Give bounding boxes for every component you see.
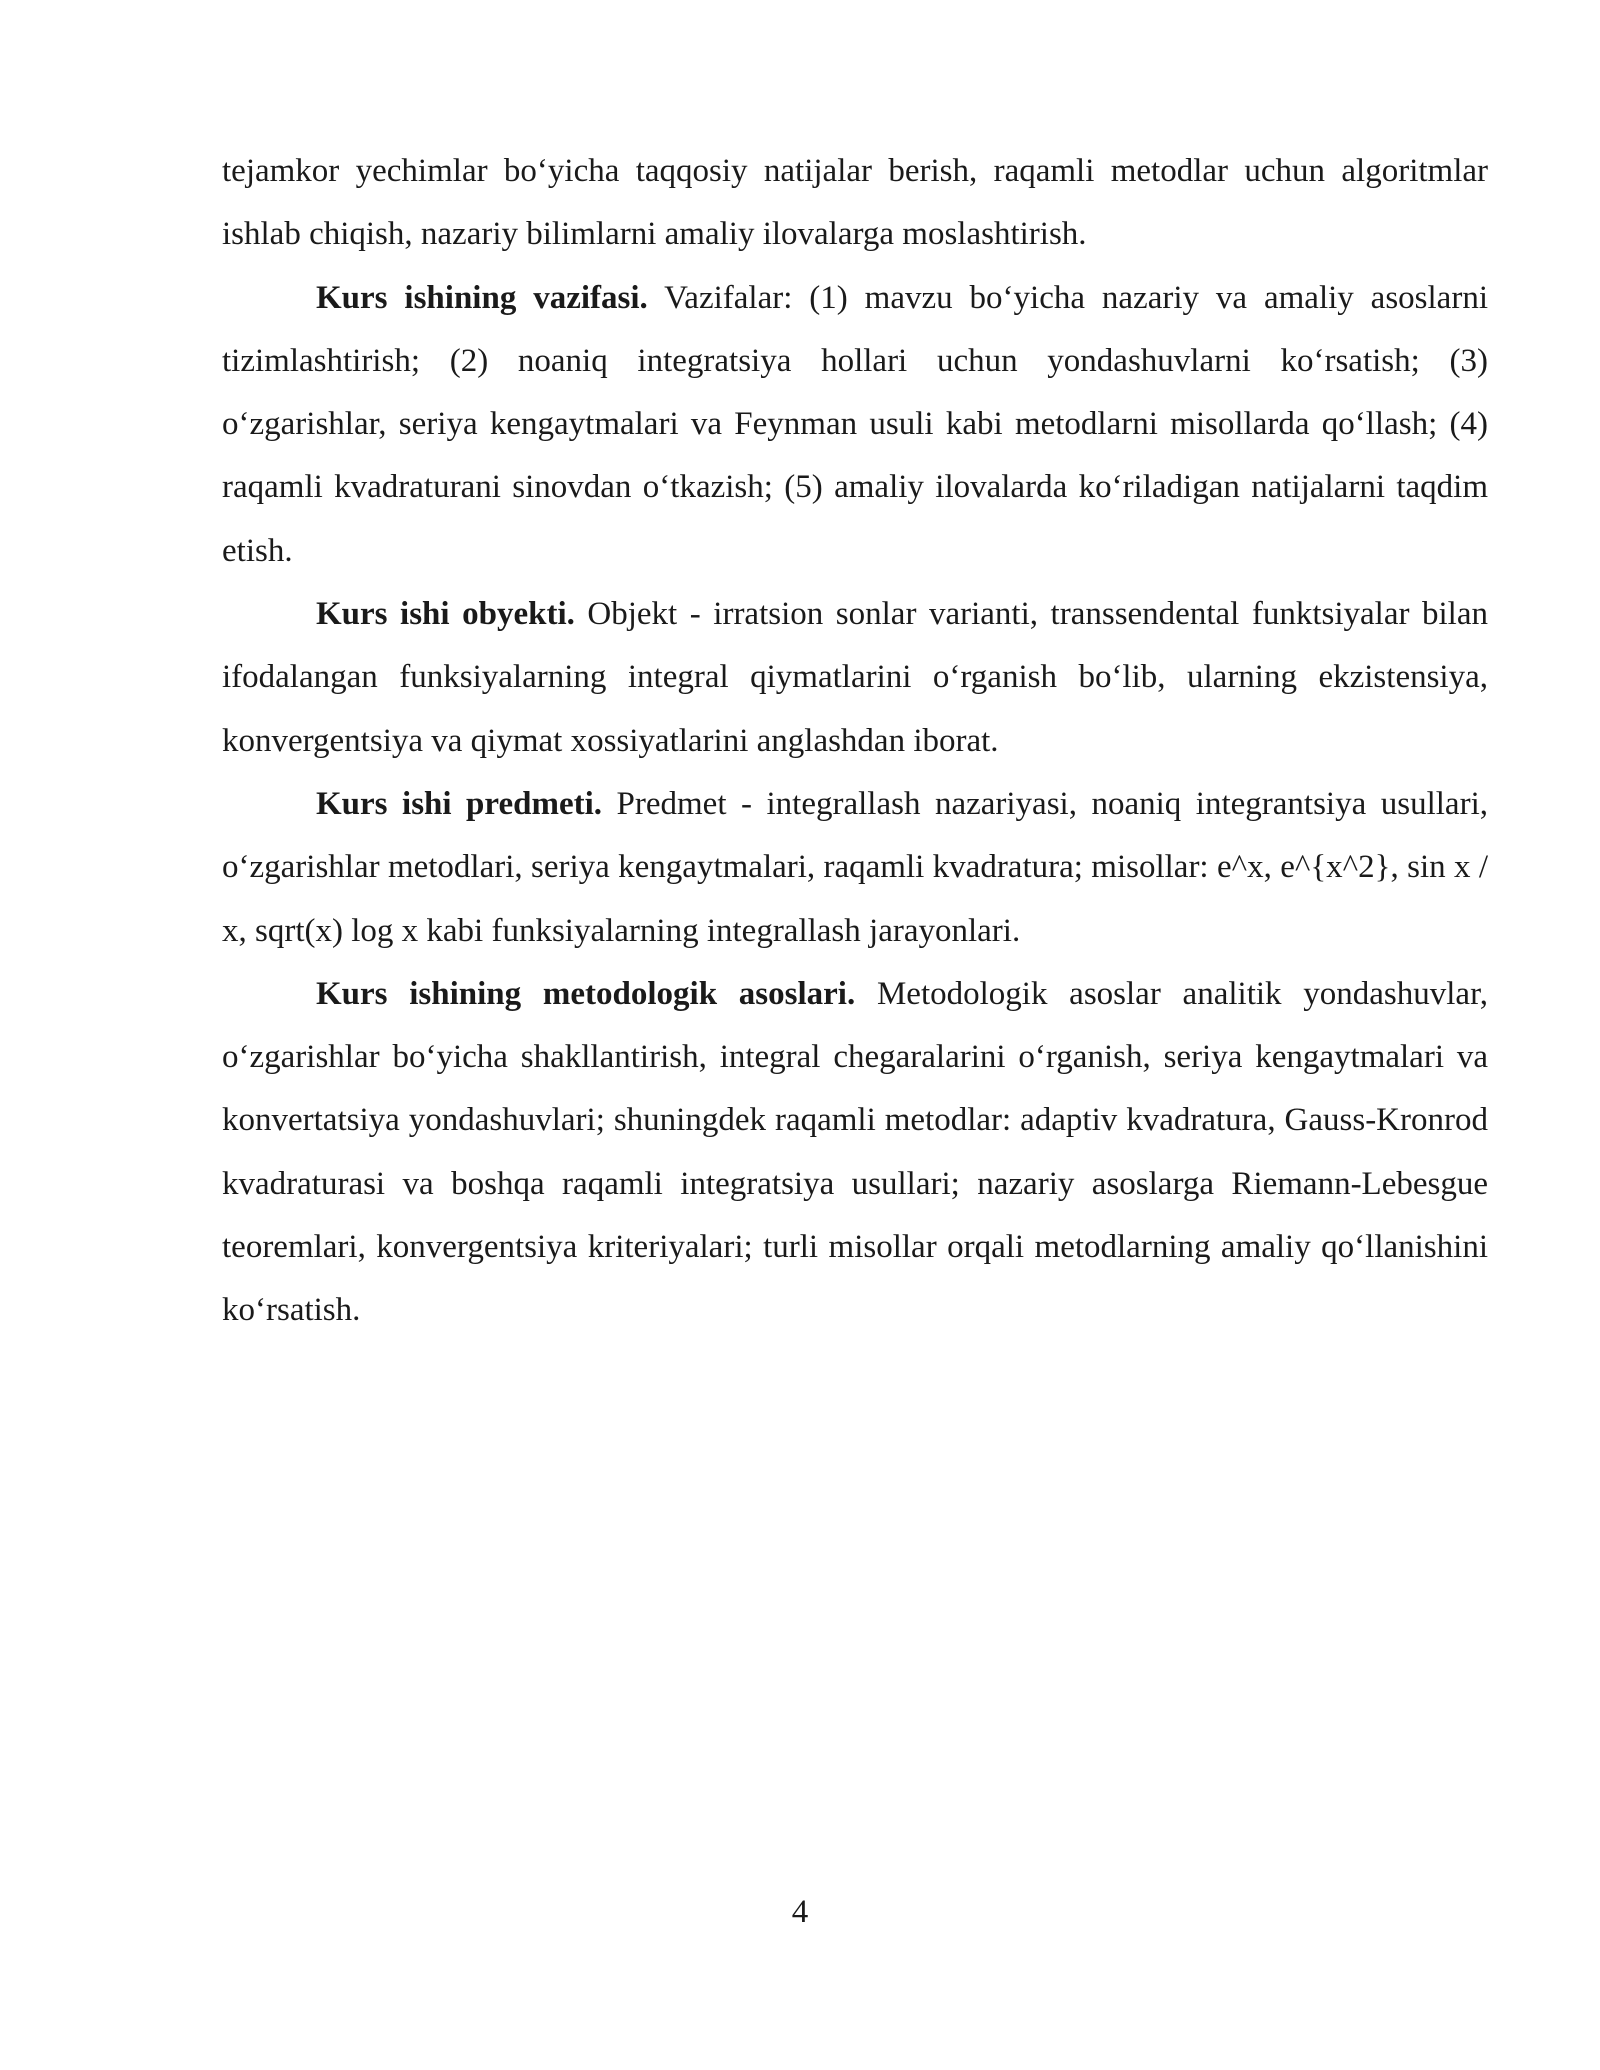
page-number: 4 <box>791 1894 809 1930</box>
paragraph-heading: Kurs ishi obyekti. <box>316 596 575 633</box>
paragraph-subject <box>222 773 1488 963</box>
paragraph-heading: Kurs ishi predmeti. <box>316 785 603 822</box>
paragraph-heading: Kurs ishining metodologik asoslari. <box>316 975 856 1012</box>
paragraph-object <box>222 583 1488 773</box>
paragraph-task <box>222 267 1488 583</box>
paragraph-text: Predmet - integrallash nazariyasi, noaniq integrantsiya usullari, o‘zgarishlar metodlari, seriya kengaytmalari, raqamli kvadratura; misollar: e^x, e^{x^2}, sin x / x, sqrt(x) log x kabi funksiyalarning integrallash jarayonlari. <box>222 785 1488 949</box>
paragraph-heading: Kurs ishining vazifasi. <box>316 279 648 316</box>
paragraph-continuation <box>222 140 1488 267</box>
paragraph-methodology <box>222 963 1488 1343</box>
paragraph-text: Objekt - irratsion sonlar varianti, transsendental funktsiyalar bilan ifodalangan funksiyalarning integral qiymatlarini o‘rganish bo‘lib, ularning ekzistensiya, konvergentsiya va qiymat xossiyatlarini anglashdan iborat. <box>222 596 1488 759</box>
paragraph-text: Metodologik asoslar analitik yondashuvlar, o‘zgarishlar bo‘yicha shakllantirish, integral chegaralarini o‘rganish, seriya kengaytmalari va konvertatsiya yondashuvlari; shuningdek raqamli metodlar: adaptiv kvadratura, Gauss-Kronrod kvadraturasi va boshqa raqamli integratsiya usullari; nazariy asoslarga Riemann-Lebesgue teoremlari, konvergentsiya kriteriyalari; turli misollar orqali metodlarning amaliy qo‘llanishini ko‘rsatish. <box>222 975 1488 1329</box>
paragraph-text: tejamkor yechimlar bo‘yicha taqqosiy natijalar berish, raqamli metodlar uchun algoritmlar ishlab chiqish, nazariy bilimlarni amaliy ilovalarga moslashtirish. <box>222 153 1488 253</box>
paragraph-text: Vazifalar: (1) mavzu bo‘yicha nazariy va amaliy asoslarni tizimlashtirish; (2) noaniq integratsiya hollari uchun yondashuvlarni ko‘rsatish; (3) o‘zgarishlar, seriya kengaytmalari va Feynman usuli kabi metodlarni misollarda qo‘llash; (4) raqamli kvadraturani sinovdan o‘tkazish; (5) amaliy ilovalarda ko‘riladigan natijalarni taqdim etish. <box>222 279 1488 569</box>
body-text <box>222 140 1488 1343</box>
